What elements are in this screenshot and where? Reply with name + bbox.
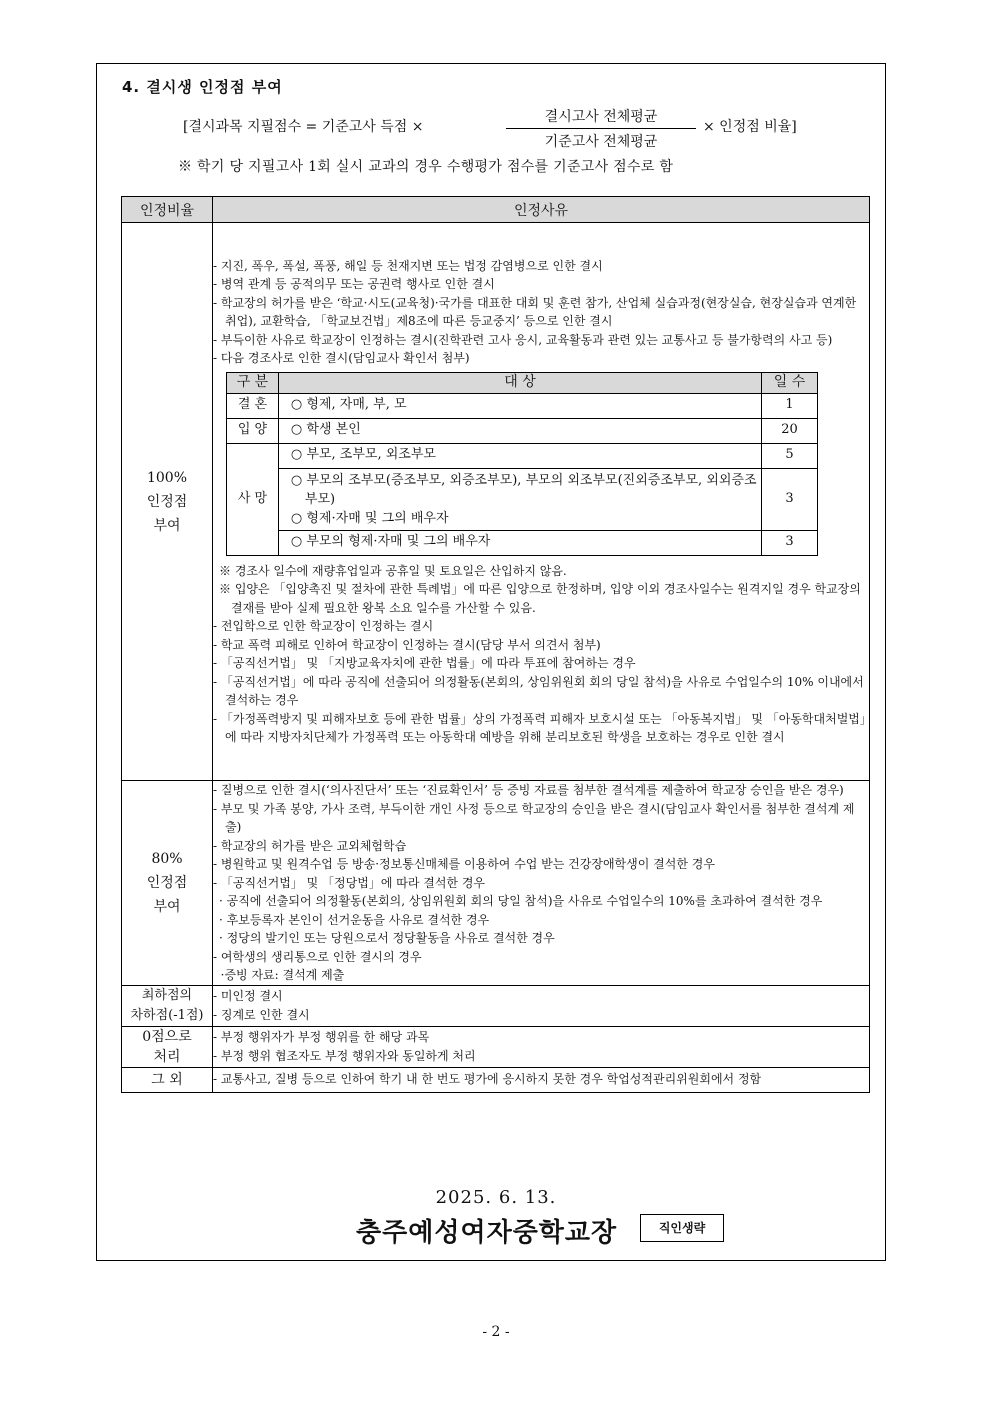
reason-line: - 미인정 결시	[213, 989, 283, 1003]
reason-line: - 교통사고, 질병 등으로 인하여 학기 내 한 번도 평가에 응시하지 못한 경우 학업성적관리위원회에서 정함	[213, 1072, 762, 1087]
target-death-3: ○ 부모의 형제·자매 및 그의 배우자	[278, 530, 761, 555]
reason-line: - 다음 경조사로 인한 결시(담임교사 확인서 첨부)	[213, 351, 470, 365]
page-number: - 2 -	[482, 1324, 510, 1340]
table-row-etc	[122, 1067, 870, 1092]
reason-line: - 병역 관계 등 공적의무 또는 공권력 행사로 인한 결시	[213, 277, 495, 291]
reason-line: - 부정 행위 협조자도 부정 행위자와 동일하게 처리	[213, 1048, 476, 1063]
days-adoption: 20	[762, 418, 818, 443]
reason-line: - 학교장의 허가를 받은 교외체험학습	[213, 838, 407, 853]
reason-zero	[213, 1026, 870, 1067]
reason-line: ·증빙 자료: 결석계 제출	[213, 968, 345, 982]
rate-minus1: 최하점의 차하점(-1점)	[122, 985, 213, 1026]
rate-etc: 그 외	[122, 1067, 213, 1092]
target-death-1: ○ 부모, 조부모, 외조부모	[278, 443, 761, 468]
reason-line: - 전입학으로 인한 학교장이 인정하는 결시	[213, 619, 434, 633]
formula-note: ※ 학기 당 지필고사 1회 실시 교과의 경우 수행평가 점수를 기준고사 점수로 함	[178, 159, 674, 175]
days-death-1: 5	[762, 443, 818, 468]
condolence-header-row	[227, 372, 818, 393]
reason-line: - 여학생의 생리통으로 인한 결시의 경우	[213, 949, 422, 964]
table-row-100	[122, 223, 870, 781]
school-principal: 충주예성여자중학교장	[356, 1218, 618, 1248]
category-marriage: 결 혼	[227, 393, 279, 418]
section-title: 4. 결시생 인정점 부여	[122, 78, 283, 96]
reason-line: - 병원학교 및 원격수업 등 방송·정보통신매체를 이용하여 수업 받는 건강장애학생이 결석한 경우	[213, 857, 715, 871]
target-death-2	[278, 468, 761, 530]
target-adoption: ○ 학생 본인	[278, 418, 761, 443]
reason-line: - 「가정폭력방지 및 피해자보호 등에 관한 법률」상의 가정폭력 피해자 보호시설 또는 「아동복지법」 및 「아동학대처벌법」에 따라 지방자치단체가 가정폭력 또는 아동학대 예방을 위해 분리보호된 학생을 보호하는 경우로 인한 결시	[213, 711, 866, 744]
reason-100	[213, 223, 870, 781]
formula-denominator: 기준고사 전체평균	[544, 134, 658, 150]
category-adoption: 입 양	[227, 418, 279, 443]
seal-omitted-stamp: 직인생략	[640, 1214, 724, 1242]
formula-lhs: [결시과목 지필점수 = 기준고사 득점 ×	[183, 119, 424, 135]
table-header-row	[122, 197, 870, 223]
table-row-80	[122, 781, 870, 986]
rate-100: 100% 인정점 부여	[122, 223, 213, 781]
sub-header-category: 구 분	[227, 372, 279, 393]
reason-line: - 「공직선거법」 및 「지방교육자치에 관한 법률」에 따라 투표에 참여하는 경우	[213, 656, 636, 670]
reason-line: - 질병으로 인한 결시(‘의사진단서’ 또는 ‘진료확인서’ 등 증빙 자료를 첨부한 결석계를 제출하여 학교장 승인을 받은 경우)	[213, 783, 844, 797]
condolence-note: ※ 입양은 「입양촉진 및 절차에 관한 특례법」에 따른 입양으로 한정하며, 입양 이외 경조사일수는 원격지일 경우 학교장의 결재를 받아 실제 필요한 왕복 소요 일수를 가산할 수 있음.	[219, 582, 861, 615]
reason-80	[213, 781, 870, 986]
target-death-2b: ○ 형제·자매 및 그의 배우자	[290, 510, 449, 526]
condolence-row-death-2	[227, 468, 818, 530]
target-marriage: ○ 형제, 자매, 부, 모	[278, 393, 761, 418]
score-formula	[183, 106, 823, 148]
reason-line: - 부모 및 가족 봉양, 가사 조력, 부득이한 개인 사정 등으로 학교장의 승인을 받은 결시(담임교사 확인서를 첨부한 결석계 제출)	[213, 801, 855, 834]
formula-numerator: 결시고사 전체평균	[506, 106, 696, 129]
days-death-2: 3	[762, 468, 818, 530]
condolence-note: ※ 경조사 일수에 재량휴업일과 공휴일 및 토요일은 산입하지 않음.	[219, 563, 567, 578]
reason-subline: · 공직에 선출되어 의정활동(본회의, 상임위원회 회의 당일 참석)을 사유로 수업일수의 10%를 초과하여 결석한 경우	[219, 894, 823, 908]
reason-subline: · 후보등록자 본인이 선거운동을 사유로 결석한 경우	[219, 912, 490, 927]
category-death: 사 망	[227, 443, 279, 555]
condolence-row-adoption	[227, 418, 818, 443]
target-death-2a: ○ 부모의 조부모(증조부모, 외증조부모), 부모의 외조부모(진외증조부모, 외외증조부모)	[290, 472, 757, 507]
condolence-row-death-1	[227, 443, 818, 468]
reason-line: - 「공직선거법」 및 「정당법」에 따라 결석한 경우	[213, 875, 486, 890]
reason-line: - 「공직선거법」에 따라 공직에 선출되어 의정활동(본회의, 상임위원회 회의 당일 참석)을 사유로 수업일수의 10% 이내에서 결석하는 경우	[213, 674, 864, 707]
recognition-table	[121, 196, 870, 1093]
condolence-row-marriage	[227, 393, 818, 418]
reason-etc	[213, 1067, 870, 1092]
reason-line: - 학교 폭력 피해로 인하여 학교장이 인정하는 결시(담당 부서 의견서 첨부)	[213, 637, 601, 652]
reason-line: - 부정 행위자가 부정 행위를 한 해당 과목	[213, 1030, 430, 1044]
formula-rhs: × 인정점 비율]	[703, 119, 797, 135]
days-marriage: 1	[762, 393, 818, 418]
rate-80: 80% 인정점 부여	[122, 781, 213, 986]
document-date: 2025. 6. 13.	[435, 1187, 557, 1208]
reason-line: - 부득이한 사유로 학교장이 인정하는 결시(진학관련 고사 응시, 교육활동과 관련 있는 교통사고 등 불가항력의 사고 등)	[213, 332, 833, 347]
sub-header-target: 대 상	[278, 372, 761, 393]
reason-line: - 지진, 폭우, 폭설, 폭풍, 해일 등 천재지변 또는 법정 감염병으로 인한 결시	[213, 258, 603, 273]
sub-header-days: 일 수	[762, 372, 818, 393]
reason-minus1	[213, 985, 870, 1026]
reason-line: - 징계로 인한 결시	[213, 1007, 310, 1022]
header-reason: 인정사유	[213, 197, 870, 223]
rate-zero: 0점으로 처리	[122, 1026, 213, 1067]
formula-fraction	[506, 106, 696, 151]
reason-subline: · 정당의 발기인 또는 당원으로서 정당활동을 사유로 결석한 경우	[219, 931, 555, 945]
days-death-3: 3	[762, 530, 818, 555]
condolence-table	[226, 372, 818, 556]
table-row-minus1	[122, 985, 870, 1026]
reason-line: - 학교장의 허가를 받은 ‘학교·시도(교육청)·국가를 대표한 대회 및 훈련 참가, 산업체 실습과정(현장실습, 현장실습과 연계한 취업), 교환학습, 「학교보건법」제8조에 따른 등교중지’ 등으로 인한 결시	[213, 295, 857, 328]
header-rate: 인정비율	[122, 197, 213, 223]
table-row-zero	[122, 1026, 870, 1067]
condolence-row-death-3	[227, 530, 818, 555]
